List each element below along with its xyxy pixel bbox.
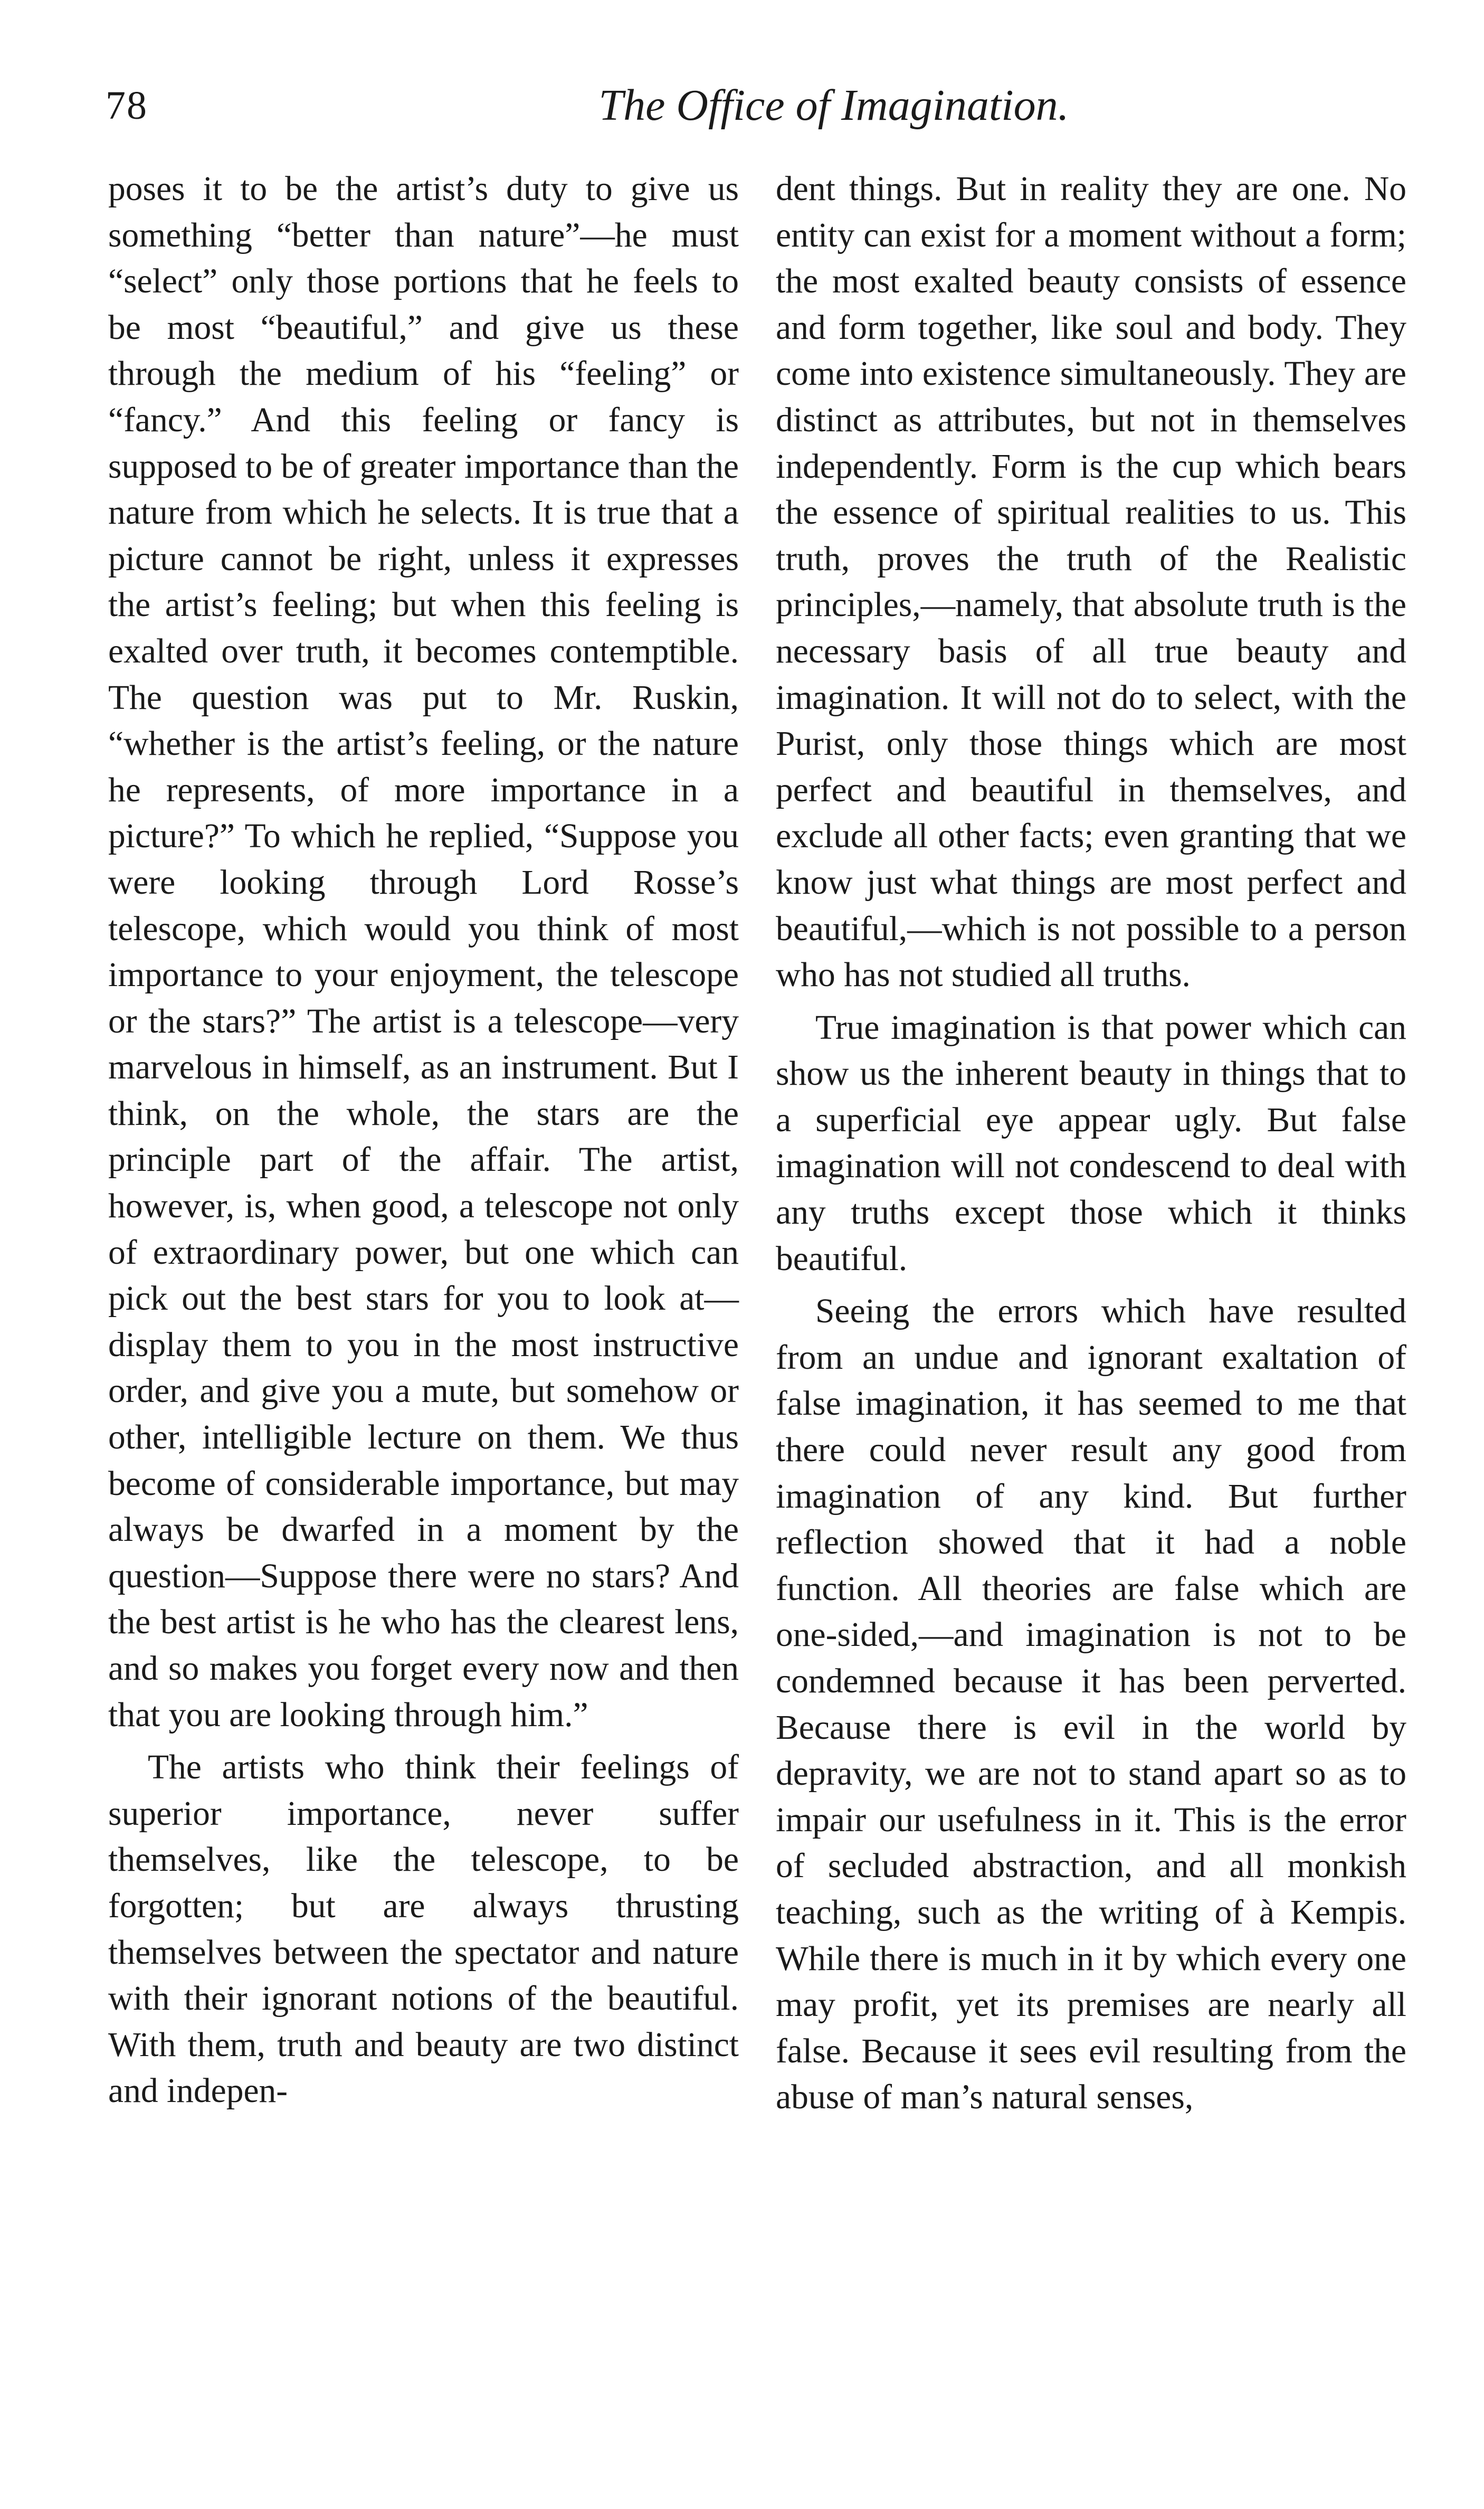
paragraph: dent things. But in reality they are one. No entity can exist for a moment without a form; the most exalted beauty consists of essence and form together, like soul and body. They come into existence simultaneously. They are distinct as attributes, but not in themselves independently. Form is the cup which bears the essence of spiritual realities to us. This truth, proves the truth of the Realistic principles,—namely, that absolute truth is the necessary basis of all true beauty and imagination. It will not do to select, with the Purist, only those things which are most perfect and beautiful in themselves, and exclude all other facts; even granting that we know just what things are most perfect and beautiful,—which is not possible to a person who has not studied all truths. (776, 170, 1406, 995)
paragraph: True imagination is that power which can show us the inherent beauty in things that to a superficial eye appear ugly. But false imagination will not condescend to deal with any truths except those which it thinks beautiful. (776, 1008, 1406, 1278)
page-header (106, 79, 1404, 137)
paragraph: The artists who think their feelings of superior importance, never suffer themselves, like the telescope, to be forgotten; but are always thrusting themselves between the spectator and nature with their ignorant notions of the beautiful. With them, truth and beauty are two distinct and indepen- (108, 1748, 739, 2110)
page-number: 78 (106, 83, 148, 128)
right-column (776, 166, 1406, 2121)
paragraph: Seeing the errors which have resulted from an undue and ignorant exaltation of false imagination, it has seemed to me that there could never result any good from imagination of any kind. But further reflection showed that it had a noble function. All theories are false which are one-sided,—and imagination is not to be condemned because it has been perverted. Because there is evil in the world by depravity, we are not to stand apart so as to impair our usefulness in it. This is the error of secluded abstraction, and all monkish teaching, such as the writing of à Kempis. While there is much in it by which every one may profit, yet its premises are nearly all false. Because it sees evil resulting from the abuse of man’s natural senses, (776, 1292, 1406, 2117)
paragraph: poses it to be the artist’s duty to give us something “better than nature”—he must “select” only those portions that he feels to be most “beautiful,” and give us these through the medium of his “feeling” or “fancy.” And this feeling or fancy is supposed to be of greater importance than the nature from which he selects. It is true that a picture cannot be right, unless it expresses the artist’s feeling; but when this feeling is exalted over truth, it becomes contemptible. The question was put to Mr. Ruskin, “whether is the artist’s feeling, or the nature he represents, of more importance in a picture?” To which he replied, “Suppose you were looking through Lord Rosse’s telescope, which would you think of most importance to your enjoyment, the telescope or the stars?” The artist is a telescope—very marvelous in himself, as an instrument. But I think, on the whole, the stars are the principle part of the affair. The artist, however, is, when good, a telescope not only of extraordinary power, but one which can pick out the best stars for you to look at—display them to you in the most instructive order, and give you a mute, but somehow or other, intelligible lecture on them. We thus become of considerable importance, but may always be dwarfed in a moment by the question—Suppose there were no stars? And the best artist is he who has the clearest lens, and so makes you forget every now and then that you are looking through him.” (108, 170, 739, 1734)
left-column (108, 166, 739, 2115)
running-title: The Office of Imagination. (598, 81, 1069, 130)
